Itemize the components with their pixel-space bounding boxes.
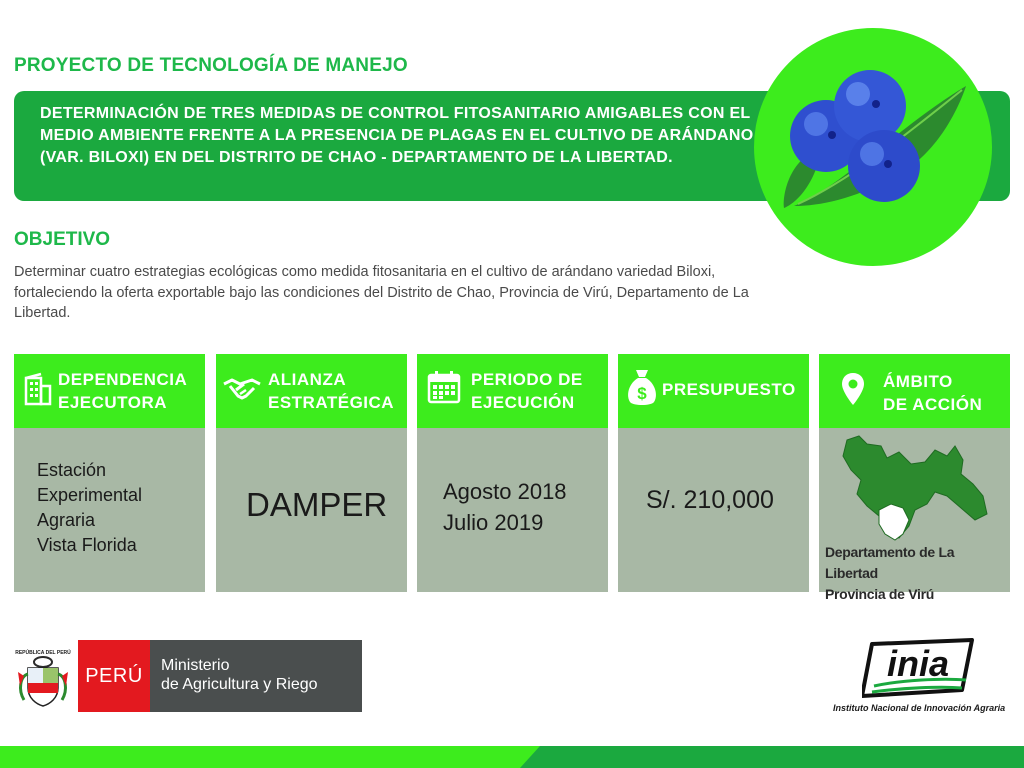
body-line: Experimental [37,485,143,505]
inia-logo-text: inia [886,643,950,684]
project-title: DETERMINACIÓN DE TRES MEDIDAS DE CONTROL FITOSANITARIO AMIGABLES CON EL MEDIO AMBIENTE FRENTE A LA PRESENCIA DE PLAGAS EN EL CULTIVO DE ARÁNDANO (VAR. BILOXI) EN DEL DISTRITO DE CHAO - DEPARTAMENTO DE LA LIBERTAD. [40,105,754,166]
ministry-name [150,640,362,712]
location-pin-icon [841,372,865,406]
handshake-icon [222,376,262,404]
card-header [819,354,1010,428]
card-body [443,476,567,538]
card-title-line: DE ACCIÓN [883,395,983,414]
card-dependencia [14,354,205,592]
card-body: DAMPER [246,486,388,523]
card-header [618,354,809,428]
card-presupuesto [618,354,809,592]
calendar-icon [427,370,461,404]
blueberry-illustration [754,28,992,266]
card-title-line: ÁMBITO [883,372,953,391]
seal-text: REPÚBLICA DEL PERÚ [15,650,71,656]
ministry-line: de Agricultura y Riego [161,676,318,693]
region-map [839,434,991,546]
objective-text: Determinar cuatro estrategias ecológicas como medida fitosanitaria en el cultivo de arándano variedad Biloxi, fortaleciendo la oferta exportable bajo las condiciones del Distrito de Chao, Provincia de Virú, Departamento de La Libertad. [14,264,749,321]
card-title [662,378,796,401]
card-title-line: ALIANZA [268,370,347,389]
body-line: Agraria [37,510,96,530]
building-icon [24,372,52,406]
card-title-line: PERIODO DE [471,370,583,389]
card-alianza [216,354,407,592]
card-header [417,354,608,428]
objective-label: OBJETIVO [14,229,111,250]
peru-label: PERÚ [78,640,150,712]
card-header [216,354,407,428]
card-title [471,368,583,414]
card-title-line: EJECUCIÓN [471,393,575,412]
card-body: S/. 210,000 [646,486,774,514]
card-title [883,370,982,416]
card-title-line: ESTRATÉGICA [268,393,395,412]
body-line: Agosto 2018 [443,479,567,504]
card-header [14,354,205,428]
card-title-line: PRESUPUESTO [662,380,796,399]
inia-logo [862,638,974,704]
bottom-stripe [0,740,1024,768]
caption-line: Provincia de Virú [825,586,935,602]
map-caption [825,542,1010,605]
money-bag-icon [626,368,658,408]
peru-coat-of-arms [14,646,72,708]
body-line: Vista Florida [37,535,137,555]
card-ambito [819,354,1010,602]
body-line: Estación [37,460,107,480]
card-title [58,368,187,414]
card-periodo [417,354,608,592]
ministry-line: Ministerio [161,657,230,674]
project-label: PROYECTO DE TECNOLOGÍA DE MANEJO [14,55,408,76]
caption-line: Departamento de La Libertad [825,544,955,581]
card-title-line: EJECUTORA [58,393,168,412]
svg-text:$: $ [637,384,647,403]
body-line: Julio 2019 [443,510,544,535]
card-title [268,368,394,414]
card-title-line: DEPENDENCIA [58,370,188,389]
inia-full-name: Instituto Nacional de Innovación Agraria [833,703,1006,713]
card-body [37,458,142,558]
